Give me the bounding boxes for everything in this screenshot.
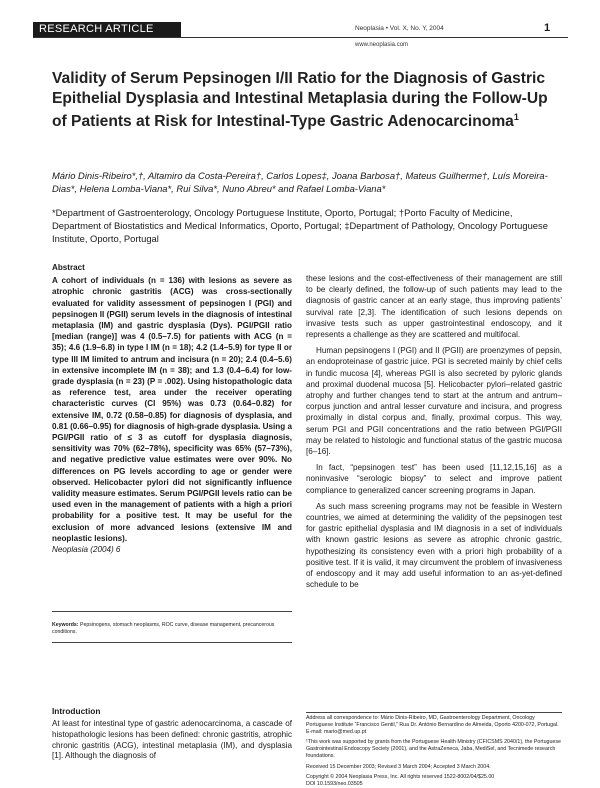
abstract-body: A cohort of individuals (n = 136) with lesions as severe as atrophic chronic gastritis (ACG) was cross-sectionally evaluated for validity assessment of pepsinogen I (PGI) and pepsinogen II (PGII) serum levels in the diagnosis of intestinal metaplasia (IM) and gastric dysplasia (Dys). PGI/PGII ratio [median (range)] was 4 (0.5–7.5) for patients with ACG (n = 35); 4.6 (1.9–6.8) in type I IM (n = 18); 4.2 (1.4–5.9) for type II or type III IM limited to antrum and incisura (n = 20); 2.4 (0.4–5.6) in extensive incomplete IM (n = 38); and 1.3 (0.4–6.4) for low-grade dysplasia (n = 23) (P = .002). Using histopathologic data as reference test, area under the receiver operating characteristic curves (CI 95%) was 0.73 (0.64–0.82) for extensive IM, 0.72 (0.58–0.85) for diagnosis of dysplasia, and 0.81 (0.66–0.95) for diagnosis of high-grade dysplasia. Using a PGI/PGII ratio of ≤ 3 as cutoff for dysplasia diagnosis, sensitivity was 70% (62–78%), specificity was 65% (57–73%), and negative predictive value estimates were over 90%. No differences on PG levels according to age or gender were observed. Helicobacter pylori did not significantly influence validity measure estimates. Serum PGI/PGII levels ratio can be used even in the management of patients with a high a priori probability for a positive test. It may be useful for the exclusion of more advanced lesions (extensive IM and neoplastic lesions). bbox=[52, 276, 292, 543]
title-footnote-mark: 1 bbox=[513, 112, 519, 122]
header-rule bbox=[33, 37, 568, 38]
abstract-citation: Neoplasia (2004) 6 bbox=[52, 545, 121, 555]
submission-dates: Received 15 December 2003; Revised 3 March 2004; Accepted 3 March 2004. bbox=[306, 763, 491, 770]
keywords-text: Pepsinogens, stomach neoplasms, ROC curve, disease management, precancerous conditions. bbox=[52, 622, 275, 635]
body-paragraph: As such mass screening programs may not be feasible in Western countries, we aimed at determining the validity of the pepsinogen test for gastric epithelial dysplasia and IM diagnosis in a set of individuals with known gastric lesions as severe as atrophic chronic gastric, hypothesizing its consistency even with a priori high probability of a positive test. If it is valid, it may circumvent the problem of invasiveness of endoscopy and it may add useful information to an as-yet-defined schedule to be bbox=[306, 501, 562, 590]
article-title-text: Validity of Serum Pepsinogen I/II Ratio for the Diagnosis of Gastric Epithelial Dysplasia and Intestinal Metaplasia during the Follow-Up of Patients at Risk for Intestinal-Type Gastric Adenocarcinoma bbox=[52, 70, 548, 131]
page-number: 1 bbox=[544, 22, 551, 34]
introduction-text: At least for intestinal type of gastric adenocarcinoma, a cascade of histopathologic lesions has been defined: chronic gastritis, atrophic chronic gastritis (ACG), intestinal metaplasia (IM), and dysplasia [1]. Although the diagnosis of bbox=[52, 719, 292, 761]
introduction-heading: Introduction bbox=[52, 706, 101, 716]
journal-website[interactable]: www.neoplasia.com bbox=[355, 42, 409, 48]
affiliations: *Department of Gastroenterology, Oncology Portuguese Institute, Oporto, Portugal; †Porto Faculty of Medicine, Department of Biostatistics and Medical Informatics, Oporto, Portugal; ‡Department of Pathology, Oncology Portuguese Institute, Oporto, Portugal bbox=[52, 207, 548, 244]
body-paragraph: these lesions and the cost-effectiveness of their management are still to be clearly defined, the follow-up of such patients may lead to the diagnosis of gastric cancer at an early stage, thus improving patients’ survival rate [2,3]. The identification of such lesions depends on invasive tests such as upper gastrointestinal endoscopy, and it represents a challenge as they are scattered and multifocal. bbox=[306, 274, 562, 340]
body-paragraph: In fact, “pepsinogen test” has been used [11,12,15,16] as a noninvasive “serologic biopsy” to select and improve patient compliance to generalized cancer screening programs in Japan. bbox=[306, 463, 562, 495]
author-list: Mário Dinis-Ribeiro*,†, Altamiro da Costa-Pereira†, Carlos Lopes‡, Joana Barbosa†, Mateus Guilherme†, Luís Moreira-Dias*, Helena Lomba-Viana*, Rui Silva*, Nuno Abreu* and Rafael Lomba-Viana* bbox=[52, 170, 548, 194]
correspondence-address: Address all correspondence to: Mário Dinis-Ribeiro, MD, Gastroenterology Department, Oncology Portuguese Institute “Francisco Gentil,” Rua Dr. António Bernardino de Almeida, Oporto 4200-072, Portugal. E-mail: mario@med.up.pt bbox=[306, 715, 559, 736]
funding-note: ¹This work was supported by grants from the Portuguese Health Ministry (CFICSMS 2040/1), the Portuguese Gastrointestinal Endoscopy Society (2001), and the AstraZeneca, Jaba, MediSel, and Tecnimede research foundations. bbox=[306, 739, 561, 760]
right-column-body bbox=[306, 273, 562, 595]
abstract-heading: Abstract bbox=[52, 263, 85, 272]
journal-citation: Neoplasia • Vol. X, No. Y, 2004 bbox=[355, 25, 444, 32]
article-type-banner: RESEARCH ARTICLE bbox=[33, 22, 181, 37]
article-title bbox=[52, 69, 562, 132]
doi-line: DOI 10.1593/neo.03505 bbox=[306, 780, 363, 787]
keywords-block bbox=[52, 611, 292, 643]
body-paragraph: Human pepsinogens I (PGI) and II (PGII) are proenzymes of pepsin, an endoproteinase of gastric juice. PGI is secreted mainly by chief cells in fundic mucosa [4], whereas PGII is also secreted by pyloric glands and proximal duodenal mucosa [5]. Helicobacter pylori–related gastric atrophy and further changes tend to start at the antrum and antrum–corpus junction and antral lesser curvature and incisura, and progress proximally in distal corpus and, finally, proximal corpus. This way, serum PGI and PGII concentrations and the ratio between PGI/PGII may be related to histologic and functional status of the gastric mucosa [6–16]. bbox=[306, 346, 562, 457]
abstract-section bbox=[52, 262, 292, 555]
copyright-line: Copyright © 2004 Neoplasia Press, Inc. All rights reserved 1522-8002/04/$25.00 bbox=[306, 773, 495, 780]
correspondence-footnote bbox=[306, 712, 562, 788]
keywords-label: Keywords: bbox=[52, 622, 79, 628]
